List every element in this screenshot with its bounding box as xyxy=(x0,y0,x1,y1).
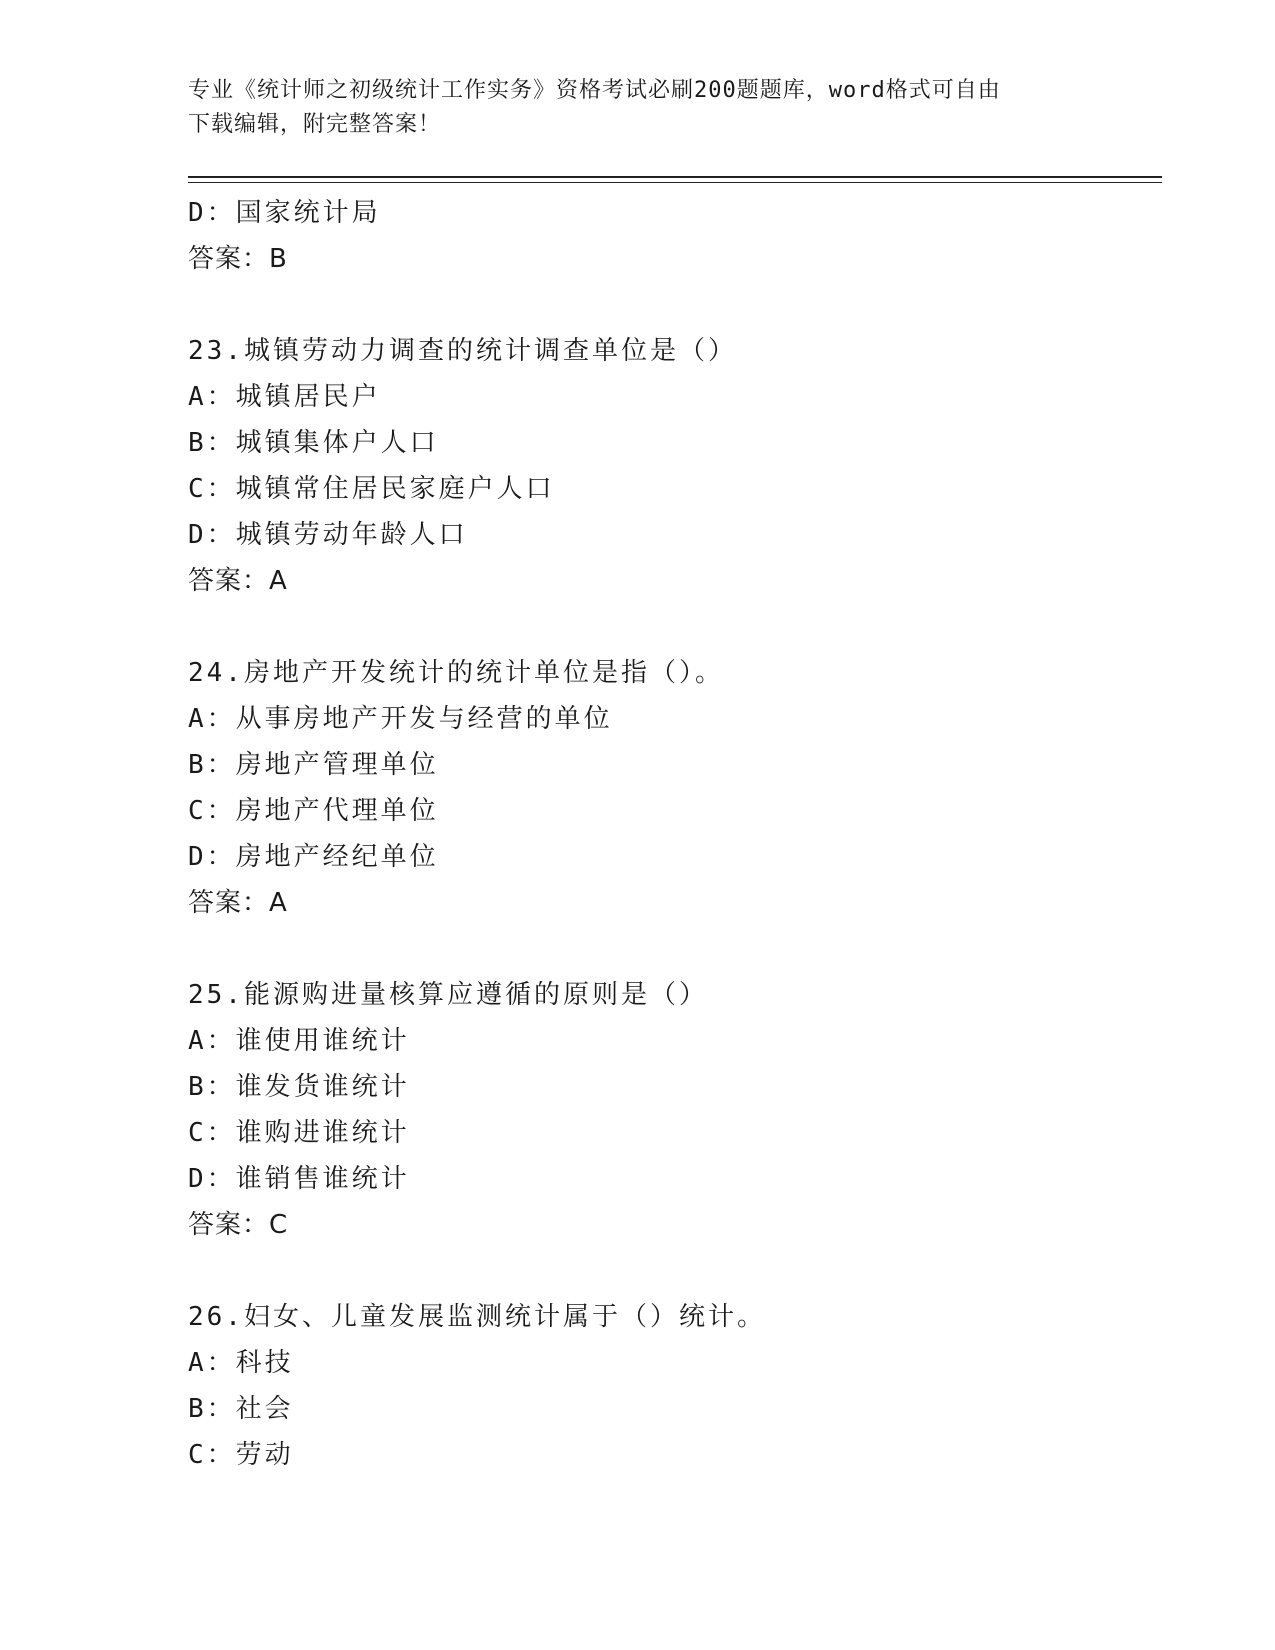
option-b: B：城镇集体户人口 xyxy=(188,428,439,458)
option-b: B：谁发货谁统计 xyxy=(188,1072,410,1102)
option-a: A：谁使用谁统计 xyxy=(188,1026,410,1056)
spacer xyxy=(188,926,1162,972)
option-a: A：城镇居民户 xyxy=(188,382,381,412)
question-25 xyxy=(188,972,1162,1248)
question-stem: 25.能源购进量核算应遵循的原则是（） xyxy=(188,980,708,1010)
option-c: C：城镇常住居民家庭户人口 xyxy=(188,474,555,504)
question-stem: 24.房地产开发统计的统计单位是指（）。 xyxy=(188,658,724,688)
header-divider-thin xyxy=(188,182,1162,183)
option-d: D：国家统计局 xyxy=(188,198,381,228)
header-line-1: 专业《统计师之初级统计工作实务》资格考试必刷200题题库，word格式可自由 xyxy=(188,78,1001,103)
option-d: D：城镇劳动年龄人口 xyxy=(188,520,468,550)
option-c: C：谁购进谁统计 xyxy=(188,1118,410,1148)
option-b: B：房地产管理单位 xyxy=(188,750,439,780)
answer-line: 答案：C xyxy=(188,1210,289,1240)
answer-line: 答案：A xyxy=(188,888,288,918)
option-a: A：从事房地产开发与经营的单位 xyxy=(188,704,613,734)
question-26 xyxy=(188,1294,1162,1478)
option-b: B：社会 xyxy=(188,1394,294,1424)
answer-line: 答案：A xyxy=(188,566,288,596)
question-stem: 26.妇女、儿童发展监测统计属于（）统计。 xyxy=(188,1302,766,1332)
option-d: D：谁销售谁统计 xyxy=(188,1164,410,1194)
carryover-block xyxy=(188,190,1162,282)
question-23 xyxy=(188,328,1162,604)
header-divider-thick xyxy=(188,176,1162,178)
question-list xyxy=(188,190,1162,1478)
document-header xyxy=(188,74,1088,142)
spacer xyxy=(188,282,1162,328)
spacer xyxy=(188,604,1162,650)
question-stem: 23.城镇劳动力调查的统计调查单位是（） xyxy=(188,336,737,366)
answer-line: 答案：B xyxy=(188,244,288,274)
question-24 xyxy=(188,650,1162,926)
spacer xyxy=(188,1248,1162,1294)
header-line-2: 下载编辑，附完整答案！ xyxy=(188,112,442,137)
option-c: C：房地产代理单位 xyxy=(188,796,439,826)
option-c: C：劳动 xyxy=(188,1440,294,1470)
option-d: D：房地产经纪单位 xyxy=(188,842,439,872)
option-a: A：科技 xyxy=(188,1348,294,1378)
